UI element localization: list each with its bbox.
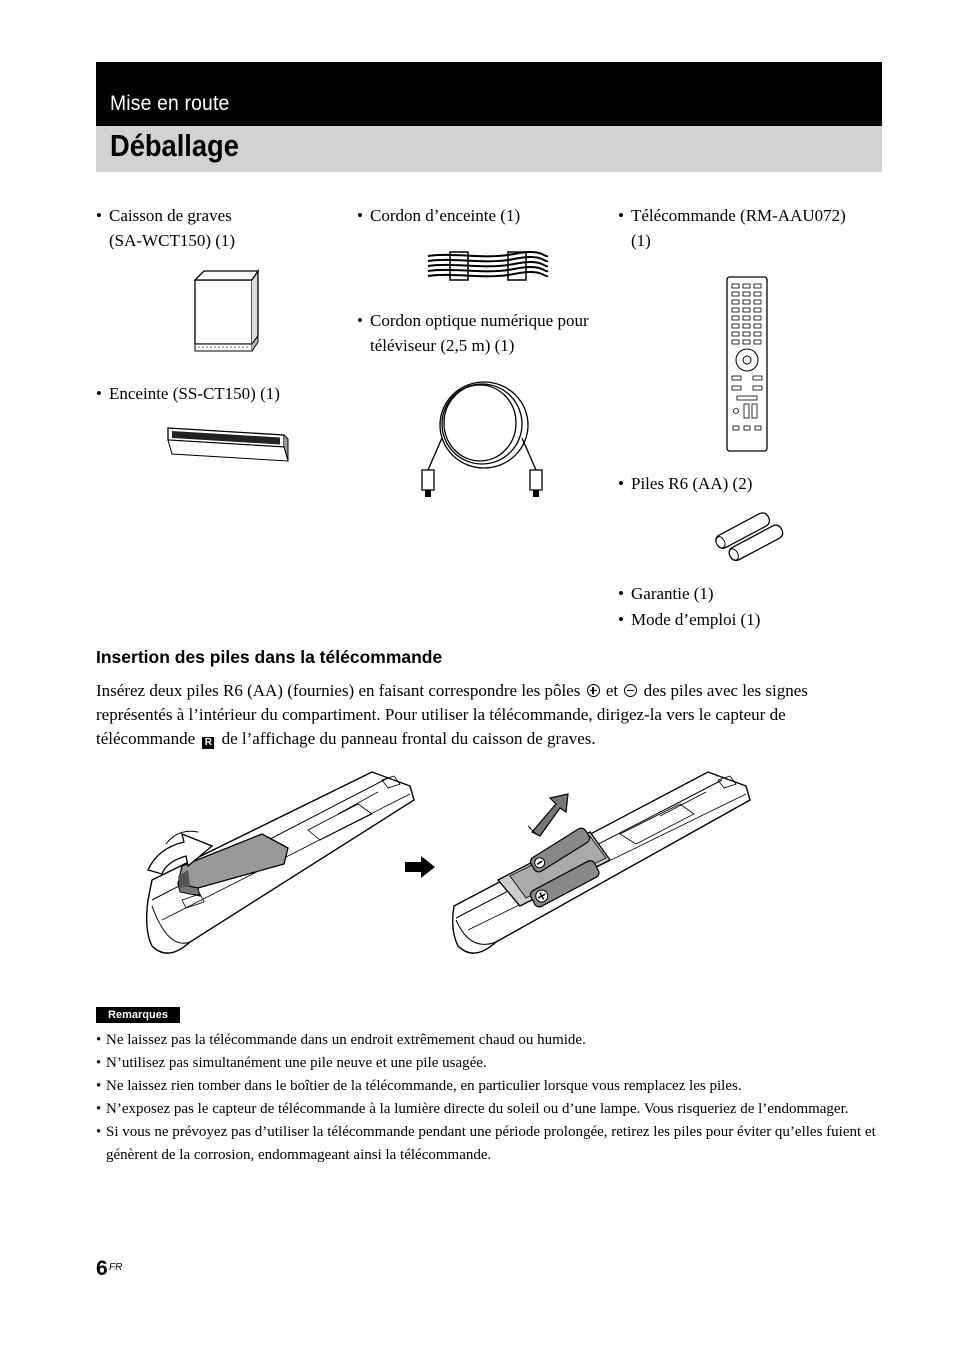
arrow-right-icon xyxy=(403,856,437,878)
remote-sensor-icon: R xyxy=(202,737,214,749)
note-item: • Ne laissez rien tomber dans le boîtier de la télécommande, en particulier lorsque vous remplacez les piles. xyxy=(96,1075,886,1098)
minus-pole-icon xyxy=(624,684,637,697)
page-number: 6 xyxy=(96,1257,108,1280)
optical-cable-illustration xyxy=(414,378,550,500)
item-speaker-label: Enceinte (SS-CT150) (1) xyxy=(109,384,280,403)
item-speaker-cord-label: Cordon d’enceinte (1) xyxy=(370,206,521,225)
item-speaker-cord: • Cordon d’enceinte (1) xyxy=(357,206,521,225)
item-remote: • Télécommande (RM-AAU072) (1) xyxy=(618,203,846,253)
speaker-illustration xyxy=(166,426,290,462)
item-warranty-label: Garantie (1) xyxy=(631,584,714,603)
item-manual: • Mode d’emploi (1) xyxy=(618,610,761,629)
note-item: • N’utilisez pas simultanément une pile neuve et une pile usagée. xyxy=(96,1052,886,1075)
insertion-line3-a: télécommande xyxy=(96,729,196,748)
section-label: Mise en route xyxy=(110,92,230,115)
batteries-illustration xyxy=(712,513,788,563)
plus-pole-icon xyxy=(587,684,600,697)
item-subwoofer: • Caisson de graves (SA-WCT150) (1) xyxy=(96,203,235,253)
speaker-cord-illustration xyxy=(424,250,552,282)
insertion-heading: Insertion des piles dans la télécommande xyxy=(96,647,443,667)
notes-list xyxy=(96,1029,886,1167)
insertion-line3 xyxy=(96,727,886,751)
item-batteries: • Piles R6 (AA) (2) xyxy=(618,474,753,493)
note-item: • N’exposez pas le capteur de télécommande à la lumière directe du soleil ou d’une lampe. Vous risqueriez de l’endommager. xyxy=(96,1098,886,1121)
item-manual-label: Mode d’emploi (1) xyxy=(631,610,761,629)
item-speaker: • Enceinte (SS-CT150) (1) xyxy=(96,384,280,403)
item-subwoofer-line2: (SA-WCT150) (1) xyxy=(109,231,236,250)
item-optical-line2: téléviseur (2,5 m) (1) xyxy=(370,336,515,355)
item-batteries-label: Piles R6 (AA) (2) xyxy=(631,474,753,493)
insertion-line2: représentés à l’intérieur du compartiment. Pour utiliser la télécommande, dirigez-la vers le capteur de xyxy=(96,705,786,724)
note-item: • Si vous ne prévoyez pas d’utiliser la télécommande pendant une période prolongée, retirez les piles pour éviter qu’elles fuient et génèrent de la corrosion, endommageant ainsi la télécommande. xyxy=(96,1121,886,1167)
item-remote-line1: Télécommande (RM-AAU072) xyxy=(631,206,846,225)
subwoofer-illustration xyxy=(190,268,262,358)
remote-open-cover-illustration xyxy=(138,770,418,966)
insertion-paragraph xyxy=(96,679,886,751)
page-language: FR xyxy=(109,1262,123,1273)
insertion-text-part1: Insérez deux piles R6 (AA) (fournies) en faisant correspondre les pôles xyxy=(96,681,581,700)
remote-illustration xyxy=(724,276,772,452)
insertion-line1 xyxy=(96,679,886,703)
notes-badge: Remarques xyxy=(96,1007,180,1023)
item-subwoofer-line1: Caisson de graves xyxy=(109,206,232,225)
page-title: Déballage xyxy=(110,128,239,163)
remote-insert-batteries-illustration xyxy=(450,770,752,966)
insertion-line3-b: de l’affichage du panneau frontal du caisson de graves. xyxy=(221,729,596,748)
insertion-text-part2: des piles avec les signes xyxy=(643,681,808,700)
item-remote-line2: (1) xyxy=(631,231,651,250)
item-optical-cable: • Cordon optique numérique pour téléviseur (2,5 m) (1) xyxy=(357,308,589,358)
note-item: • Ne laissez pas la télécommande dans un endroit extrêmement chaud ou humide. xyxy=(96,1029,886,1052)
item-warranty: • Garantie (1) xyxy=(618,584,714,603)
item-optical-line1: Cordon optique numérique pour xyxy=(370,311,589,330)
insertion-text-and: et xyxy=(605,681,619,700)
